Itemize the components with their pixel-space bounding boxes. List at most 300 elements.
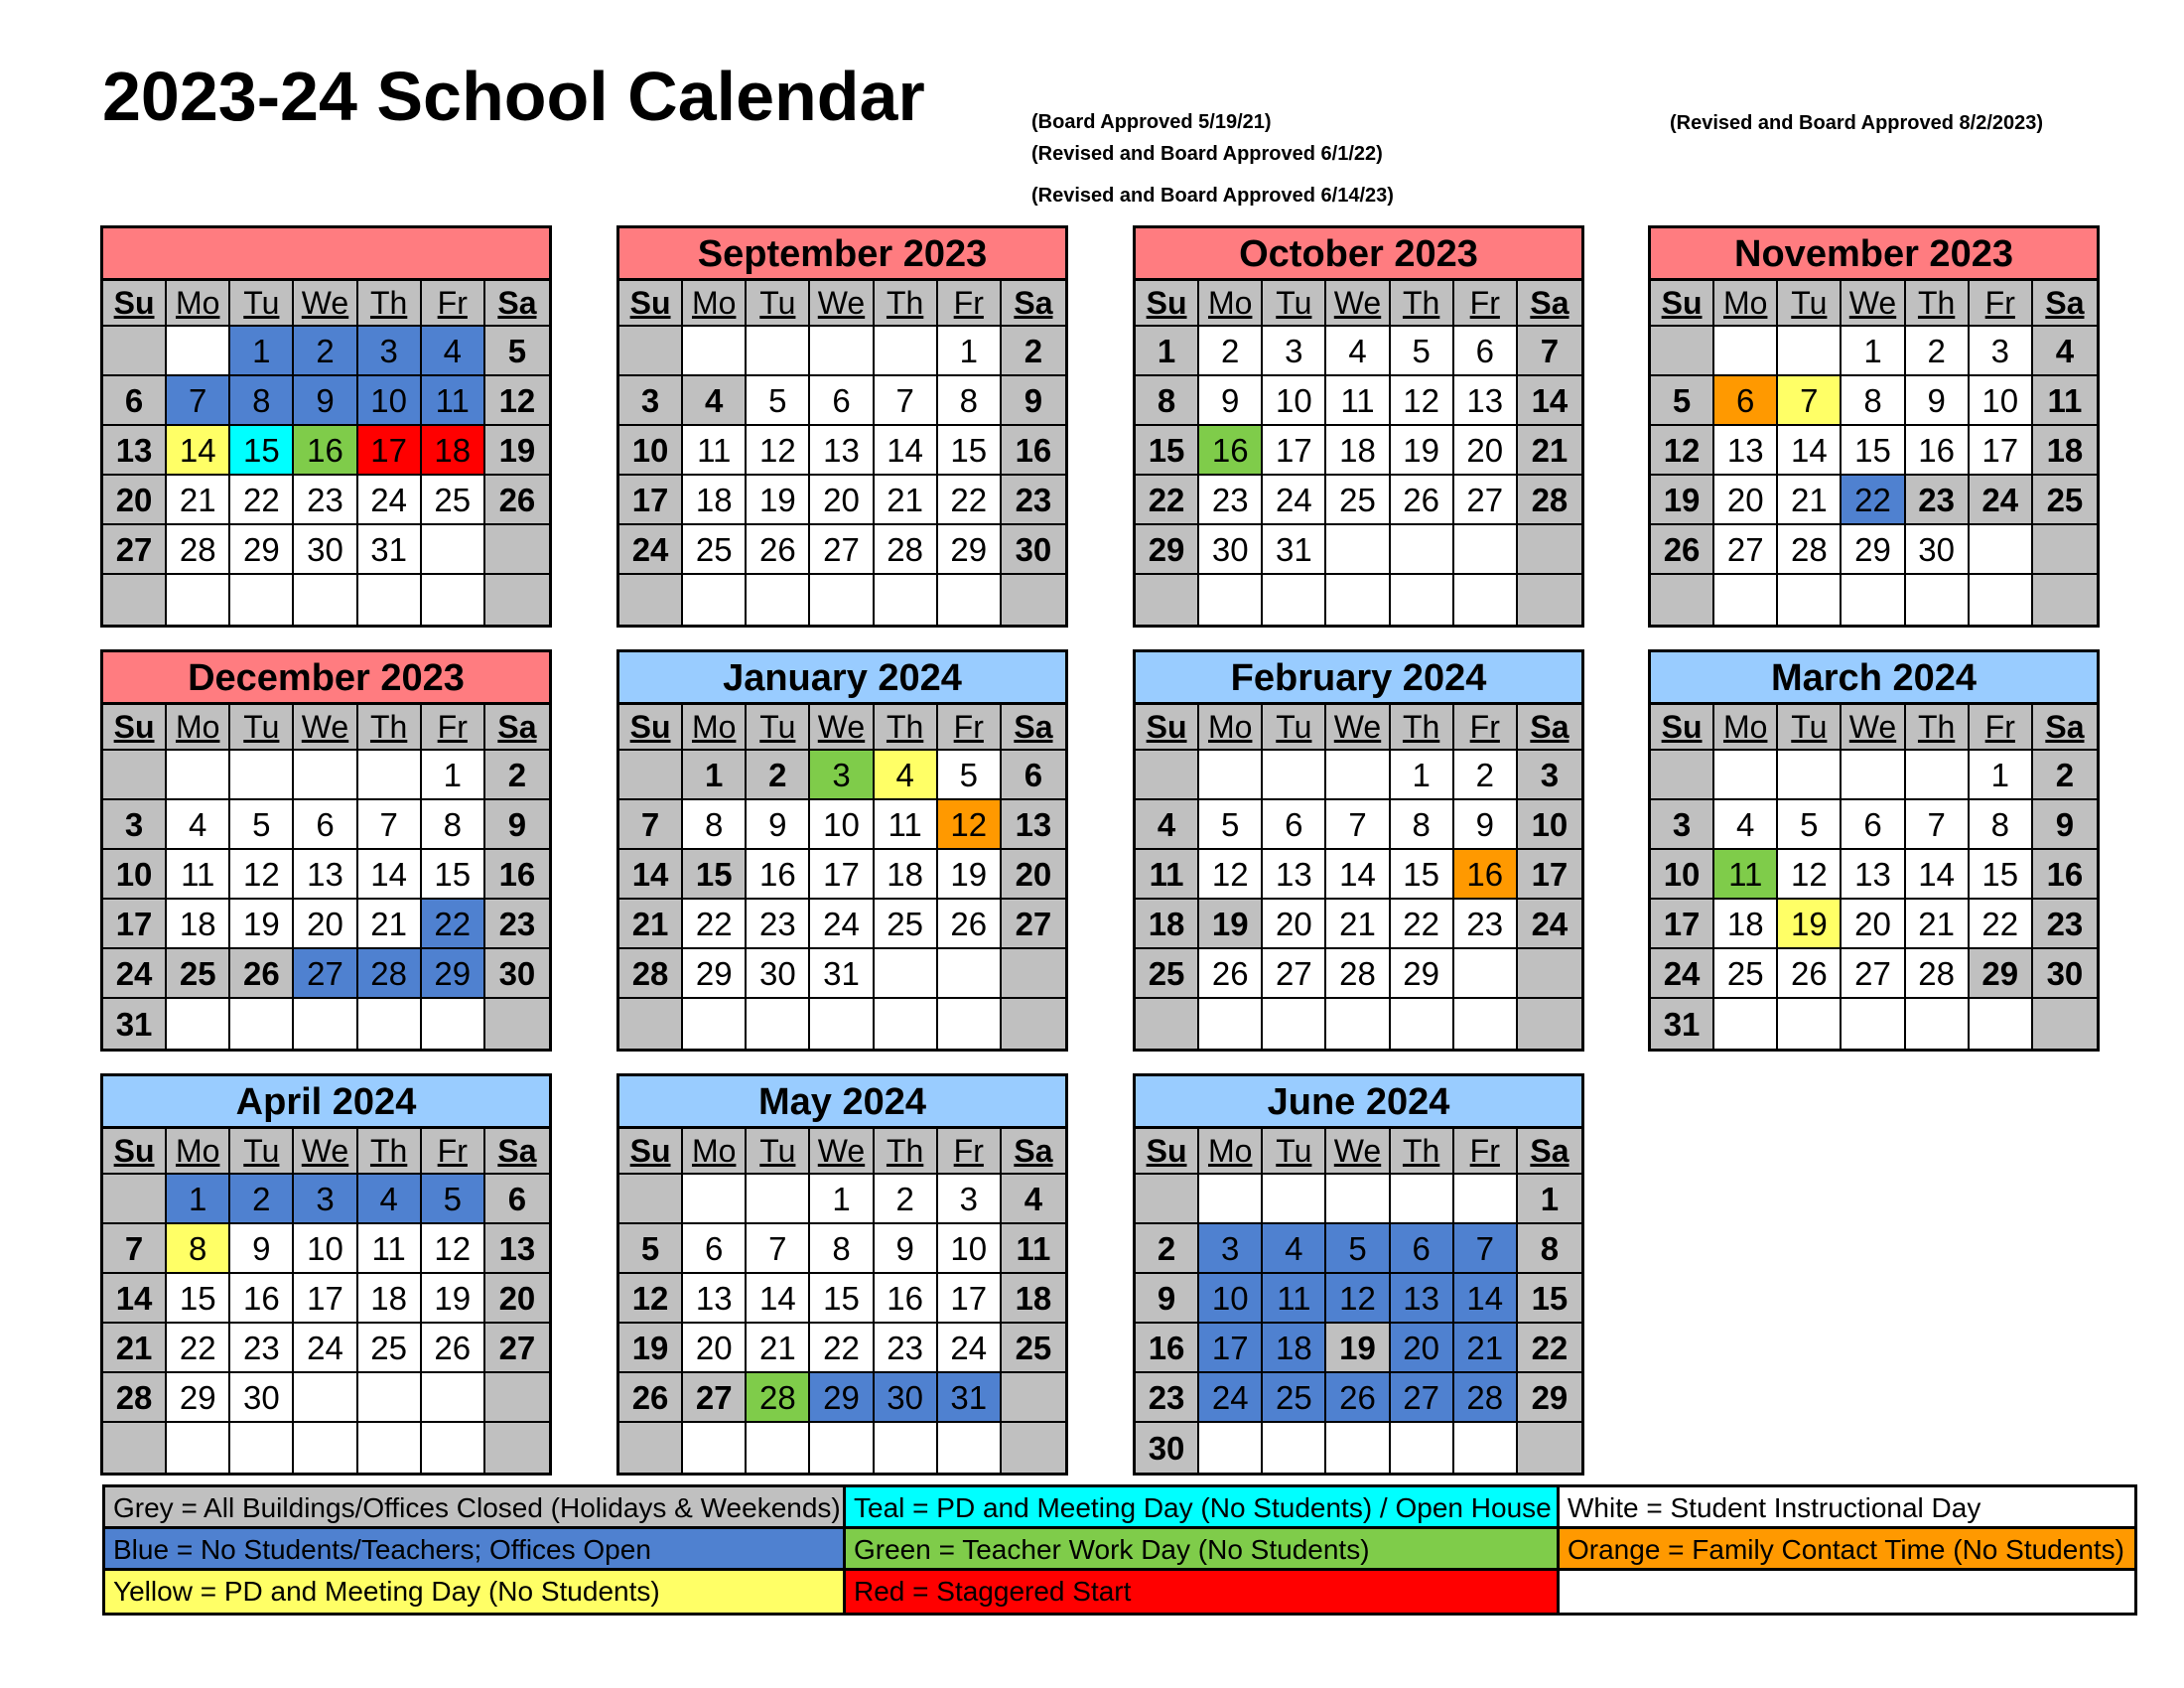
day-cell: 19 — [747, 476, 810, 525]
weekday-header: Th — [875, 705, 938, 751]
day-cell: 21 — [1778, 476, 1842, 525]
weekday-header: Th — [358, 705, 422, 751]
month-title: February 2024 — [1136, 652, 1581, 705]
weekday-header: Mo — [1714, 705, 1778, 751]
day-cell: 11 — [875, 800, 938, 850]
empty-cell — [167, 575, 230, 625]
day-cell: 26 — [1778, 949, 1842, 999]
day-cell: 21 — [1906, 900, 1970, 949]
day-cell: 13 — [1002, 800, 1065, 850]
empty-cell — [938, 949, 1002, 999]
day-cell: 21 — [167, 476, 230, 525]
day-cell: 12 — [1391, 376, 1454, 426]
weekday-header: Mo — [1199, 281, 1263, 327]
month-title: January 2024 — [619, 652, 1065, 705]
day-cell: 11 — [422, 376, 485, 426]
month-calendar — [616, 225, 1068, 628]
day-cell: 12 — [747, 426, 810, 476]
day-cell: 6 — [485, 1175, 549, 1224]
empty-cell — [1136, 999, 1199, 1049]
empty-cell — [1199, 575, 1263, 625]
legend-item: Orange = Family Contact Time (No Students) — [1560, 1529, 2134, 1571]
day-cell: 1 — [230, 327, 294, 376]
day-cell: 18 — [1326, 426, 1390, 476]
day-cell: 24 — [619, 525, 683, 575]
day-cell: 2 — [1199, 327, 1263, 376]
weekday-header: Sa — [1518, 281, 1581, 327]
day-cell: 1 — [938, 327, 1002, 376]
day-cell: 4 — [1263, 1224, 1326, 1274]
day-cell: 16 — [1199, 426, 1263, 476]
day-cell: 11 — [2033, 376, 2097, 426]
weekday-header: Tu — [230, 705, 294, 751]
weekday-header: Th — [1391, 1129, 1454, 1175]
day-cell: 20 — [810, 476, 874, 525]
day-cell: 13 — [1714, 426, 1778, 476]
day-cell: 13 — [810, 426, 874, 476]
day-cell: 26 — [619, 1373, 683, 1423]
day-cell: 12 — [1326, 1274, 1390, 1324]
empty-cell — [810, 575, 874, 625]
day-cell: 16 — [1906, 426, 1970, 476]
weekday-header: Tu — [230, 281, 294, 327]
day-cell: 1 — [1518, 1175, 1581, 1224]
empty-cell — [103, 575, 167, 625]
empty-cell — [485, 525, 549, 575]
day-cell: 14 — [103, 1274, 167, 1324]
day-cell: 23 — [1136, 1373, 1199, 1423]
month-calendar — [1133, 225, 1584, 628]
empty-cell — [619, 1175, 683, 1224]
empty-cell — [619, 327, 683, 376]
approval-note: (Revised and Board Approved 8/2/2023) — [1670, 112, 2044, 134]
day-cell: 27 — [485, 1324, 549, 1373]
day-cell: 22 — [230, 476, 294, 525]
empty-cell — [1970, 525, 2033, 575]
day-cell: 3 — [1263, 327, 1326, 376]
day-cell: 15 — [683, 850, 747, 900]
day-cell: 10 — [619, 426, 683, 476]
day-cell: 13 — [1842, 850, 1905, 900]
empty-cell — [1518, 999, 1581, 1049]
empty-cell — [294, 1373, 357, 1423]
empty-cell — [1906, 751, 1970, 800]
day-cell: 8 — [167, 1224, 230, 1274]
legend-item: Yellow = PD and Meeting Day (No Students) — [105, 1571, 846, 1613]
empty-cell — [747, 999, 810, 1049]
day-cell: 17 — [1263, 426, 1326, 476]
empty-cell — [1906, 999, 1970, 1049]
weekday-header: Su — [103, 281, 167, 327]
day-cell: 4 — [2033, 327, 2097, 376]
day-cell: 20 — [683, 1324, 747, 1373]
weekday-header: Sa — [1518, 1129, 1581, 1175]
empty-cell — [619, 1423, 683, 1473]
empty-cell — [167, 1423, 230, 1473]
day-cell: 23 — [1454, 900, 1518, 949]
weekday-header: Th — [875, 281, 938, 327]
empty-cell — [938, 1423, 1002, 1473]
day-cell: 3 — [938, 1175, 1002, 1224]
day-cell: 12 — [1778, 850, 1842, 900]
day-cell: 2 — [294, 327, 357, 376]
weekday-header: Tu — [747, 705, 810, 751]
legend-item: Red = Staggered Start — [846, 1571, 1560, 1613]
day-cell: 25 — [422, 476, 485, 525]
day-cell: 25 — [1263, 1373, 1326, 1423]
weekday-header: We — [1842, 705, 1905, 751]
day-cell: 30 — [1906, 525, 1970, 575]
day-cell: 9 — [230, 1224, 294, 1274]
day-grid — [619, 1129, 1065, 1473]
empty-cell — [167, 751, 230, 800]
empty-cell — [1391, 575, 1454, 625]
day-cell: 11 — [1002, 1224, 1065, 1274]
day-cell: 29 — [683, 949, 747, 999]
day-cell: 26 — [1326, 1373, 1390, 1423]
month-title: October 2023 — [1136, 228, 1581, 281]
day-cell: 24 — [103, 949, 167, 999]
empty-cell — [1651, 575, 1714, 625]
day-cell: 18 — [2033, 426, 2097, 476]
weekday-header: Mo — [683, 281, 747, 327]
weekday-header: Fr — [938, 1129, 1002, 1175]
day-cell: 14 — [358, 850, 422, 900]
day-cell: 29 — [810, 1373, 874, 1423]
day-grid — [1651, 281, 2097, 625]
weekday-header: Th — [1906, 705, 1970, 751]
day-cell: 24 — [1970, 476, 2033, 525]
day-cell: 21 — [358, 900, 422, 949]
weekday-header: Su — [1136, 1129, 1199, 1175]
day-cell: 31 — [358, 525, 422, 575]
empty-cell — [358, 999, 422, 1049]
day-cell: 1 — [167, 1175, 230, 1224]
empty-cell — [1002, 949, 1065, 999]
day-cell: 30 — [875, 1373, 938, 1423]
day-cell: 17 — [1651, 900, 1714, 949]
day-cell: 25 — [1136, 949, 1199, 999]
month-title: March 2024 — [1651, 652, 2097, 705]
empty-cell — [294, 751, 357, 800]
empty-cell — [358, 751, 422, 800]
day-cell: 16 — [747, 850, 810, 900]
month-calendar — [1133, 1073, 1584, 1476]
day-cell: 16 — [875, 1274, 938, 1324]
weekday-header: Tu — [1778, 281, 1842, 327]
empty-cell — [1970, 999, 2033, 1049]
empty-cell — [358, 1373, 422, 1423]
empty-cell — [1391, 1175, 1454, 1224]
day-cell: 9 — [875, 1224, 938, 1274]
day-cell: 26 — [1651, 525, 1714, 575]
month-calendar — [100, 225, 552, 628]
weekday-header: Su — [103, 705, 167, 751]
weekday-header: We — [1326, 281, 1390, 327]
empty-cell — [1518, 1423, 1581, 1473]
empty-cell — [1136, 751, 1199, 800]
day-cell: 5 — [938, 751, 1002, 800]
day-cell: 13 — [1391, 1274, 1454, 1324]
empty-cell — [1454, 999, 1518, 1049]
day-cell: 1 — [1842, 327, 1905, 376]
day-cell: 23 — [1199, 476, 1263, 525]
empty-cell — [167, 999, 230, 1049]
empty-cell — [1842, 999, 1905, 1049]
empty-cell — [1136, 1175, 1199, 1224]
day-cell: 11 — [683, 426, 747, 476]
day-cell: 7 — [1778, 376, 1842, 426]
day-cell: 3 — [1199, 1224, 1263, 1274]
day-cell: 20 — [1714, 476, 1778, 525]
day-cell: 15 — [1842, 426, 1905, 476]
weekday-header: Mo — [683, 1129, 747, 1175]
day-cell: 7 — [619, 800, 683, 850]
empty-cell — [683, 999, 747, 1049]
day-cell: 25 — [1002, 1324, 1065, 1373]
day-cell: 24 — [1651, 949, 1714, 999]
empty-cell — [810, 1423, 874, 1473]
day-cell: 9 — [747, 800, 810, 850]
weekday-header: Mo — [683, 705, 747, 751]
day-cell: 7 — [167, 376, 230, 426]
weekday-header: Mo — [1714, 281, 1778, 327]
day-cell: 4 — [167, 800, 230, 850]
weekday-header: We — [810, 1129, 874, 1175]
day-cell: 29 — [1136, 525, 1199, 575]
legend-item — [1560, 1571, 2134, 1613]
day-cell: 25 — [1714, 949, 1778, 999]
day-cell: 27 — [103, 525, 167, 575]
day-cell: 25 — [358, 1324, 422, 1373]
day-cell: 2 — [230, 1175, 294, 1224]
day-cell: 4 — [875, 751, 938, 800]
day-cell: 19 — [422, 1274, 485, 1324]
empty-cell — [1002, 999, 1065, 1049]
day-cell: 30 — [1199, 525, 1263, 575]
day-cell: 17 — [103, 900, 167, 949]
day-cell: 3 — [294, 1175, 357, 1224]
day-cell: 15 — [810, 1274, 874, 1324]
weekday-header: Su — [619, 1129, 683, 1175]
month-title: April 2024 — [103, 1076, 549, 1129]
day-cell: 17 — [619, 476, 683, 525]
month-calendar — [100, 649, 552, 1052]
weekday-header: Th — [1391, 705, 1454, 751]
weekday-header: Sa — [2033, 281, 2097, 327]
day-cell: 23 — [875, 1324, 938, 1373]
day-cell: 16 — [230, 1274, 294, 1324]
day-cell: 9 — [1136, 1274, 1199, 1324]
day-cell: 16 — [485, 850, 549, 900]
day-cell: 27 — [1002, 900, 1065, 949]
day-cell: 26 — [230, 949, 294, 999]
day-grid — [103, 705, 549, 1049]
day-cell: 14 — [167, 426, 230, 476]
day-cell: 12 — [1199, 850, 1263, 900]
day-cell: 20 — [294, 900, 357, 949]
day-cell: 7 — [103, 1224, 167, 1274]
day-cell: 15 — [1391, 850, 1454, 900]
day-cell: 13 — [103, 426, 167, 476]
day-cell: 3 — [1518, 751, 1581, 800]
day-cell: 11 — [1326, 376, 1390, 426]
weekday-header: Su — [619, 705, 683, 751]
day-cell: 29 — [1391, 949, 1454, 999]
day-grid — [1136, 705, 1581, 1049]
day-cell: 24 — [810, 900, 874, 949]
day-cell: 31 — [1263, 525, 1326, 575]
day-cell: 23 — [1906, 476, 1970, 525]
weekday-header: Mo — [1199, 705, 1263, 751]
weekday-header: Tu — [747, 1129, 810, 1175]
day-cell: 29 — [1970, 949, 2033, 999]
day-cell: 7 — [1518, 327, 1581, 376]
weekday-header: Sa — [1002, 1129, 1065, 1175]
day-cell: 27 — [1714, 525, 1778, 575]
empty-cell — [1518, 525, 1581, 575]
day-cell: 28 — [103, 1373, 167, 1423]
weekday-header: Fr — [938, 281, 1002, 327]
day-cell: 24 — [1518, 900, 1581, 949]
empty-cell — [1391, 1423, 1454, 1473]
month-title: June 2024 — [1136, 1076, 1581, 1129]
weekday-header: Tu — [1263, 1129, 1326, 1175]
day-cell: 8 — [1842, 376, 1905, 426]
day-cell: 10 — [1263, 376, 1326, 426]
day-cell: 22 — [422, 900, 485, 949]
day-cell: 1 — [683, 751, 747, 800]
day-cell: 10 — [1970, 376, 2033, 426]
day-cell: 1 — [1970, 751, 2033, 800]
day-cell: 4 — [1136, 800, 1199, 850]
month-calendar — [1648, 649, 2100, 1052]
empty-cell — [747, 1423, 810, 1473]
empty-cell — [1326, 751, 1390, 800]
month-title: May 2024 — [619, 1076, 1065, 1129]
day-cell: 19 — [1199, 900, 1263, 949]
day-cell: 17 — [1518, 850, 1581, 900]
day-cell: 5 — [1651, 376, 1714, 426]
day-cell: 9 — [1002, 376, 1065, 426]
day-cell: 29 — [1842, 525, 1905, 575]
day-cell: 28 — [167, 525, 230, 575]
empty-cell — [747, 327, 810, 376]
month-title: September 2023 — [619, 228, 1065, 281]
day-cell: 13 — [294, 850, 357, 900]
empty-cell — [230, 575, 294, 625]
empty-cell — [294, 999, 357, 1049]
empty-cell — [1778, 999, 1842, 1049]
day-cell: 3 — [358, 327, 422, 376]
empty-cell — [485, 1373, 549, 1423]
day-cell: 14 — [619, 850, 683, 900]
empty-cell — [1263, 1423, 1326, 1473]
day-cell: 14 — [875, 426, 938, 476]
day-cell: 23 — [230, 1324, 294, 1373]
day-cell: 18 — [167, 900, 230, 949]
empty-cell — [1263, 1175, 1326, 1224]
day-cell: 14 — [1454, 1274, 1518, 1324]
empty-cell — [1199, 1175, 1263, 1224]
day-cell: 20 — [485, 1274, 549, 1324]
day-grid — [1651, 705, 2097, 1049]
empty-cell — [1199, 999, 1263, 1049]
month-calendar — [100, 1073, 552, 1476]
empty-cell — [230, 1423, 294, 1473]
day-cell: 10 — [1518, 800, 1581, 850]
day-cell: 22 — [810, 1324, 874, 1373]
day-cell: 30 — [294, 525, 357, 575]
day-cell: 21 — [619, 900, 683, 949]
approval-note: (Revised and Board Approved 6/14/23) — [1031, 185, 1394, 207]
approval-note: (Board Approved 5/19/21) — [1031, 111, 1272, 133]
month-title — [103, 228, 549, 281]
day-cell: 29 — [167, 1373, 230, 1423]
weekday-header: Th — [1906, 281, 1970, 327]
weekday-header: We — [1326, 1129, 1390, 1175]
empty-cell — [1454, 1423, 1518, 1473]
empty-cell — [103, 1175, 167, 1224]
day-cell: 22 — [1842, 476, 1905, 525]
day-cell: 28 — [358, 949, 422, 999]
empty-cell — [422, 525, 485, 575]
day-grid — [103, 1129, 549, 1473]
legend-item: Teal = PD and Meeting Day (No Students) / Open House — [846, 1487, 1560, 1529]
day-cell: 18 — [1263, 1324, 1326, 1373]
day-cell: 4 — [1002, 1175, 1065, 1224]
day-cell: 19 — [230, 900, 294, 949]
day-cell: 10 — [103, 850, 167, 900]
empty-cell — [683, 327, 747, 376]
day-cell: 19 — [938, 850, 1002, 900]
day-cell: 15 — [1518, 1274, 1581, 1324]
empty-cell — [1454, 525, 1518, 575]
day-cell: 6 — [810, 376, 874, 426]
day-cell: 27 — [810, 525, 874, 575]
day-cell: 24 — [294, 1324, 357, 1373]
weekday-header: Tu — [230, 1129, 294, 1175]
day-cell: 25 — [875, 900, 938, 949]
day-cell: 3 — [1651, 800, 1714, 850]
empty-cell — [875, 949, 938, 999]
day-cell: 19 — [1391, 426, 1454, 476]
empty-cell — [1326, 999, 1390, 1049]
day-cell: 26 — [938, 900, 1002, 949]
day-cell: 26 — [1199, 949, 1263, 999]
weekday-header: Tu — [1263, 281, 1326, 327]
weekday-header: Su — [1651, 281, 1714, 327]
weekday-header: We — [1326, 705, 1390, 751]
day-cell: 26 — [747, 525, 810, 575]
day-cell: 22 — [167, 1324, 230, 1373]
empty-cell — [358, 1423, 422, 1473]
weekday-header: Mo — [167, 1129, 230, 1175]
weekday-header: Fr — [422, 705, 485, 751]
day-cell: 21 — [1454, 1324, 1518, 1373]
day-cell: 2 — [1002, 327, 1065, 376]
day-cell: 24 — [1199, 1373, 1263, 1423]
weekday-header: Sa — [485, 281, 549, 327]
weekday-header: Fr — [938, 705, 1002, 751]
empty-cell — [619, 999, 683, 1049]
day-cell: 12 — [485, 376, 549, 426]
empty-cell — [422, 999, 485, 1049]
day-cell: 9 — [485, 800, 549, 850]
empty-cell — [1778, 575, 1842, 625]
empty-cell — [747, 575, 810, 625]
day-cell: 13 — [1263, 850, 1326, 900]
